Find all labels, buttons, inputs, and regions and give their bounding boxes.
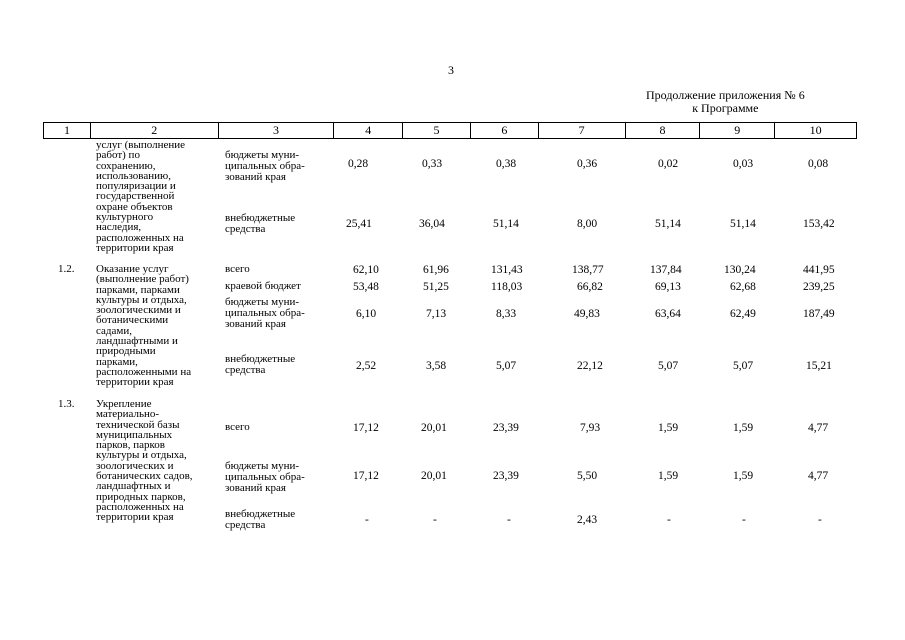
- value-cell: 7,93: [580, 422, 601, 434]
- value-cell: 0,03: [733, 158, 754, 170]
- value-cell: -: [365, 514, 369, 526]
- continuation-note: [646, 89, 805, 115]
- funding-source: всего: [225, 263, 250, 275]
- value-cell: 51,14: [493, 218, 519, 230]
- value-cell: 20,01: [421, 470, 447, 482]
- value-cell: 62,10: [353, 264, 379, 276]
- value-cell: 5,50: [577, 470, 598, 482]
- value-cell: 23,39: [493, 422, 519, 434]
- value-cell: 1,59: [658, 470, 679, 482]
- value-cell: 1,59: [733, 470, 754, 482]
- item-number: 1.3.: [58, 398, 75, 410]
- value-cell: -: [742, 514, 746, 526]
- item-number: 1.2.: [58, 263, 75, 275]
- header-cell-10: 10: [809, 123, 822, 137]
- funding-source: бюджеты муни- ципальных обра- зований края: [225, 296, 305, 330]
- value-cell: 153,42: [803, 218, 835, 230]
- item-description: услуг (выполнение работ) по сохранению, использованию, популяризации и государственной охране объектов культурного наследия, расположенных на территории края: [96, 139, 186, 254]
- value-cell: 1,59: [733, 422, 754, 434]
- value-cell: 137,84: [650, 264, 682, 276]
- funding-source: внебюджетные средства: [225, 508, 296, 531]
- value-cell: 63,64: [655, 308, 681, 320]
- value-cell: 1,59: [658, 422, 679, 434]
- value-cell: 130,24: [724, 264, 756, 276]
- value-cell: 17,12: [353, 470, 379, 482]
- value-cell: 25,41: [346, 218, 372, 230]
- value-cell: 53,48: [353, 281, 379, 293]
- page-number: 3: [448, 63, 454, 77]
- header-cell-7: 7: [539, 123, 626, 138]
- value-cell: 0,08: [808, 158, 829, 170]
- value-cell: 441,95: [803, 264, 835, 276]
- funding-source: внебюджетные средства: [225, 353, 296, 376]
- value-cell: 36,04: [419, 218, 445, 230]
- value-cell: 62,68: [730, 281, 756, 293]
- value-cell: 5,07: [496, 360, 517, 372]
- funding-source: всего: [225, 421, 250, 433]
- value-cell: 5,07: [658, 360, 679, 372]
- header-cell-2: 2: [91, 123, 219, 138]
- header-cell-1: 1: [44, 123, 91, 138]
- value-cell: 23,39: [493, 470, 519, 482]
- value-cell: 51,14: [730, 218, 756, 230]
- header-cell-3: 3: [219, 123, 335, 138]
- funding-source: бюджеты муни- ципальных обра- зований края: [225, 149, 305, 183]
- value-cell: 8,33: [496, 308, 517, 320]
- value-cell: -: [507, 514, 511, 526]
- value-cell: 131,43: [491, 264, 523, 276]
- table-header-row: [43, 122, 857, 139]
- header-cell-6: 6: [471, 123, 539, 138]
- value-cell: 5,07: [733, 360, 754, 372]
- value-cell: 0,38: [496, 158, 517, 170]
- value-cell: 7,13: [426, 308, 447, 320]
- header-cell-4: 4: [334, 123, 403, 138]
- value-cell: 3,58: [426, 360, 447, 372]
- value-cell: 51,14: [655, 218, 681, 230]
- value-cell: 22,12: [577, 360, 603, 372]
- value-cell: 0,28: [348, 158, 369, 170]
- value-cell: 49,83: [574, 308, 600, 320]
- value-cell: 0,33: [422, 158, 443, 170]
- value-cell: 2,52: [356, 360, 377, 372]
- value-cell: 66,82: [577, 281, 603, 293]
- value-cell: 8,00: [577, 218, 598, 230]
- item-description: Оказание услуг (выполнение работ) парками, парками культуры и отдыха, зоологическими и ботаническими садами, ландшафтными и природными парками, расположенными на территории края: [96, 263, 192, 389]
- value-cell: 187,49: [803, 308, 835, 320]
- header-cell-5: 5: [403, 123, 471, 138]
- value-cell: 51,25: [423, 281, 449, 293]
- funding-source: бюджеты муни- ципальных обра- зований края: [225, 460, 305, 494]
- value-cell: 6,10: [356, 308, 377, 320]
- value-cell: 0,36: [577, 158, 598, 170]
- header-cell-8: 8: [626, 123, 701, 138]
- value-cell: 138,77: [572, 264, 604, 276]
- funding-source: краевой бюджет: [225, 280, 301, 292]
- value-cell: 0,02: [658, 158, 679, 170]
- value-cell: 62,49: [730, 308, 756, 320]
- value-cell: 4,77: [808, 422, 829, 434]
- value-cell: -: [433, 514, 437, 526]
- value-cell: -: [818, 514, 822, 526]
- item-description: Укрепление материально- технической базы муниципальных парков, парков культуры и отдыха, зоологических и ботанических садов, ландшафтных и природных парков, расположенных на территории края: [96, 398, 193, 524]
- value-cell: 69,13: [655, 281, 681, 293]
- value-cell: 20,01: [421, 422, 447, 434]
- value-cell: 118,03: [491, 281, 523, 293]
- continuation-line-1: Продолжение приложения № 6: [646, 88, 805, 102]
- value-cell: 17,12: [353, 422, 379, 434]
- value-cell: 239,25: [803, 281, 835, 293]
- value-cell: 2,43: [577, 514, 598, 526]
- value-cell: 4,77: [808, 470, 829, 482]
- value-cell: -: [667, 514, 671, 526]
- header-cell-9: 9: [700, 123, 775, 138]
- continuation-line-2: к Программе: [692, 101, 759, 115]
- value-cell: 15,21: [806, 360, 832, 372]
- value-cell: 61,96: [423, 264, 449, 276]
- funding-source: внебюджетные средства: [225, 212, 296, 235]
